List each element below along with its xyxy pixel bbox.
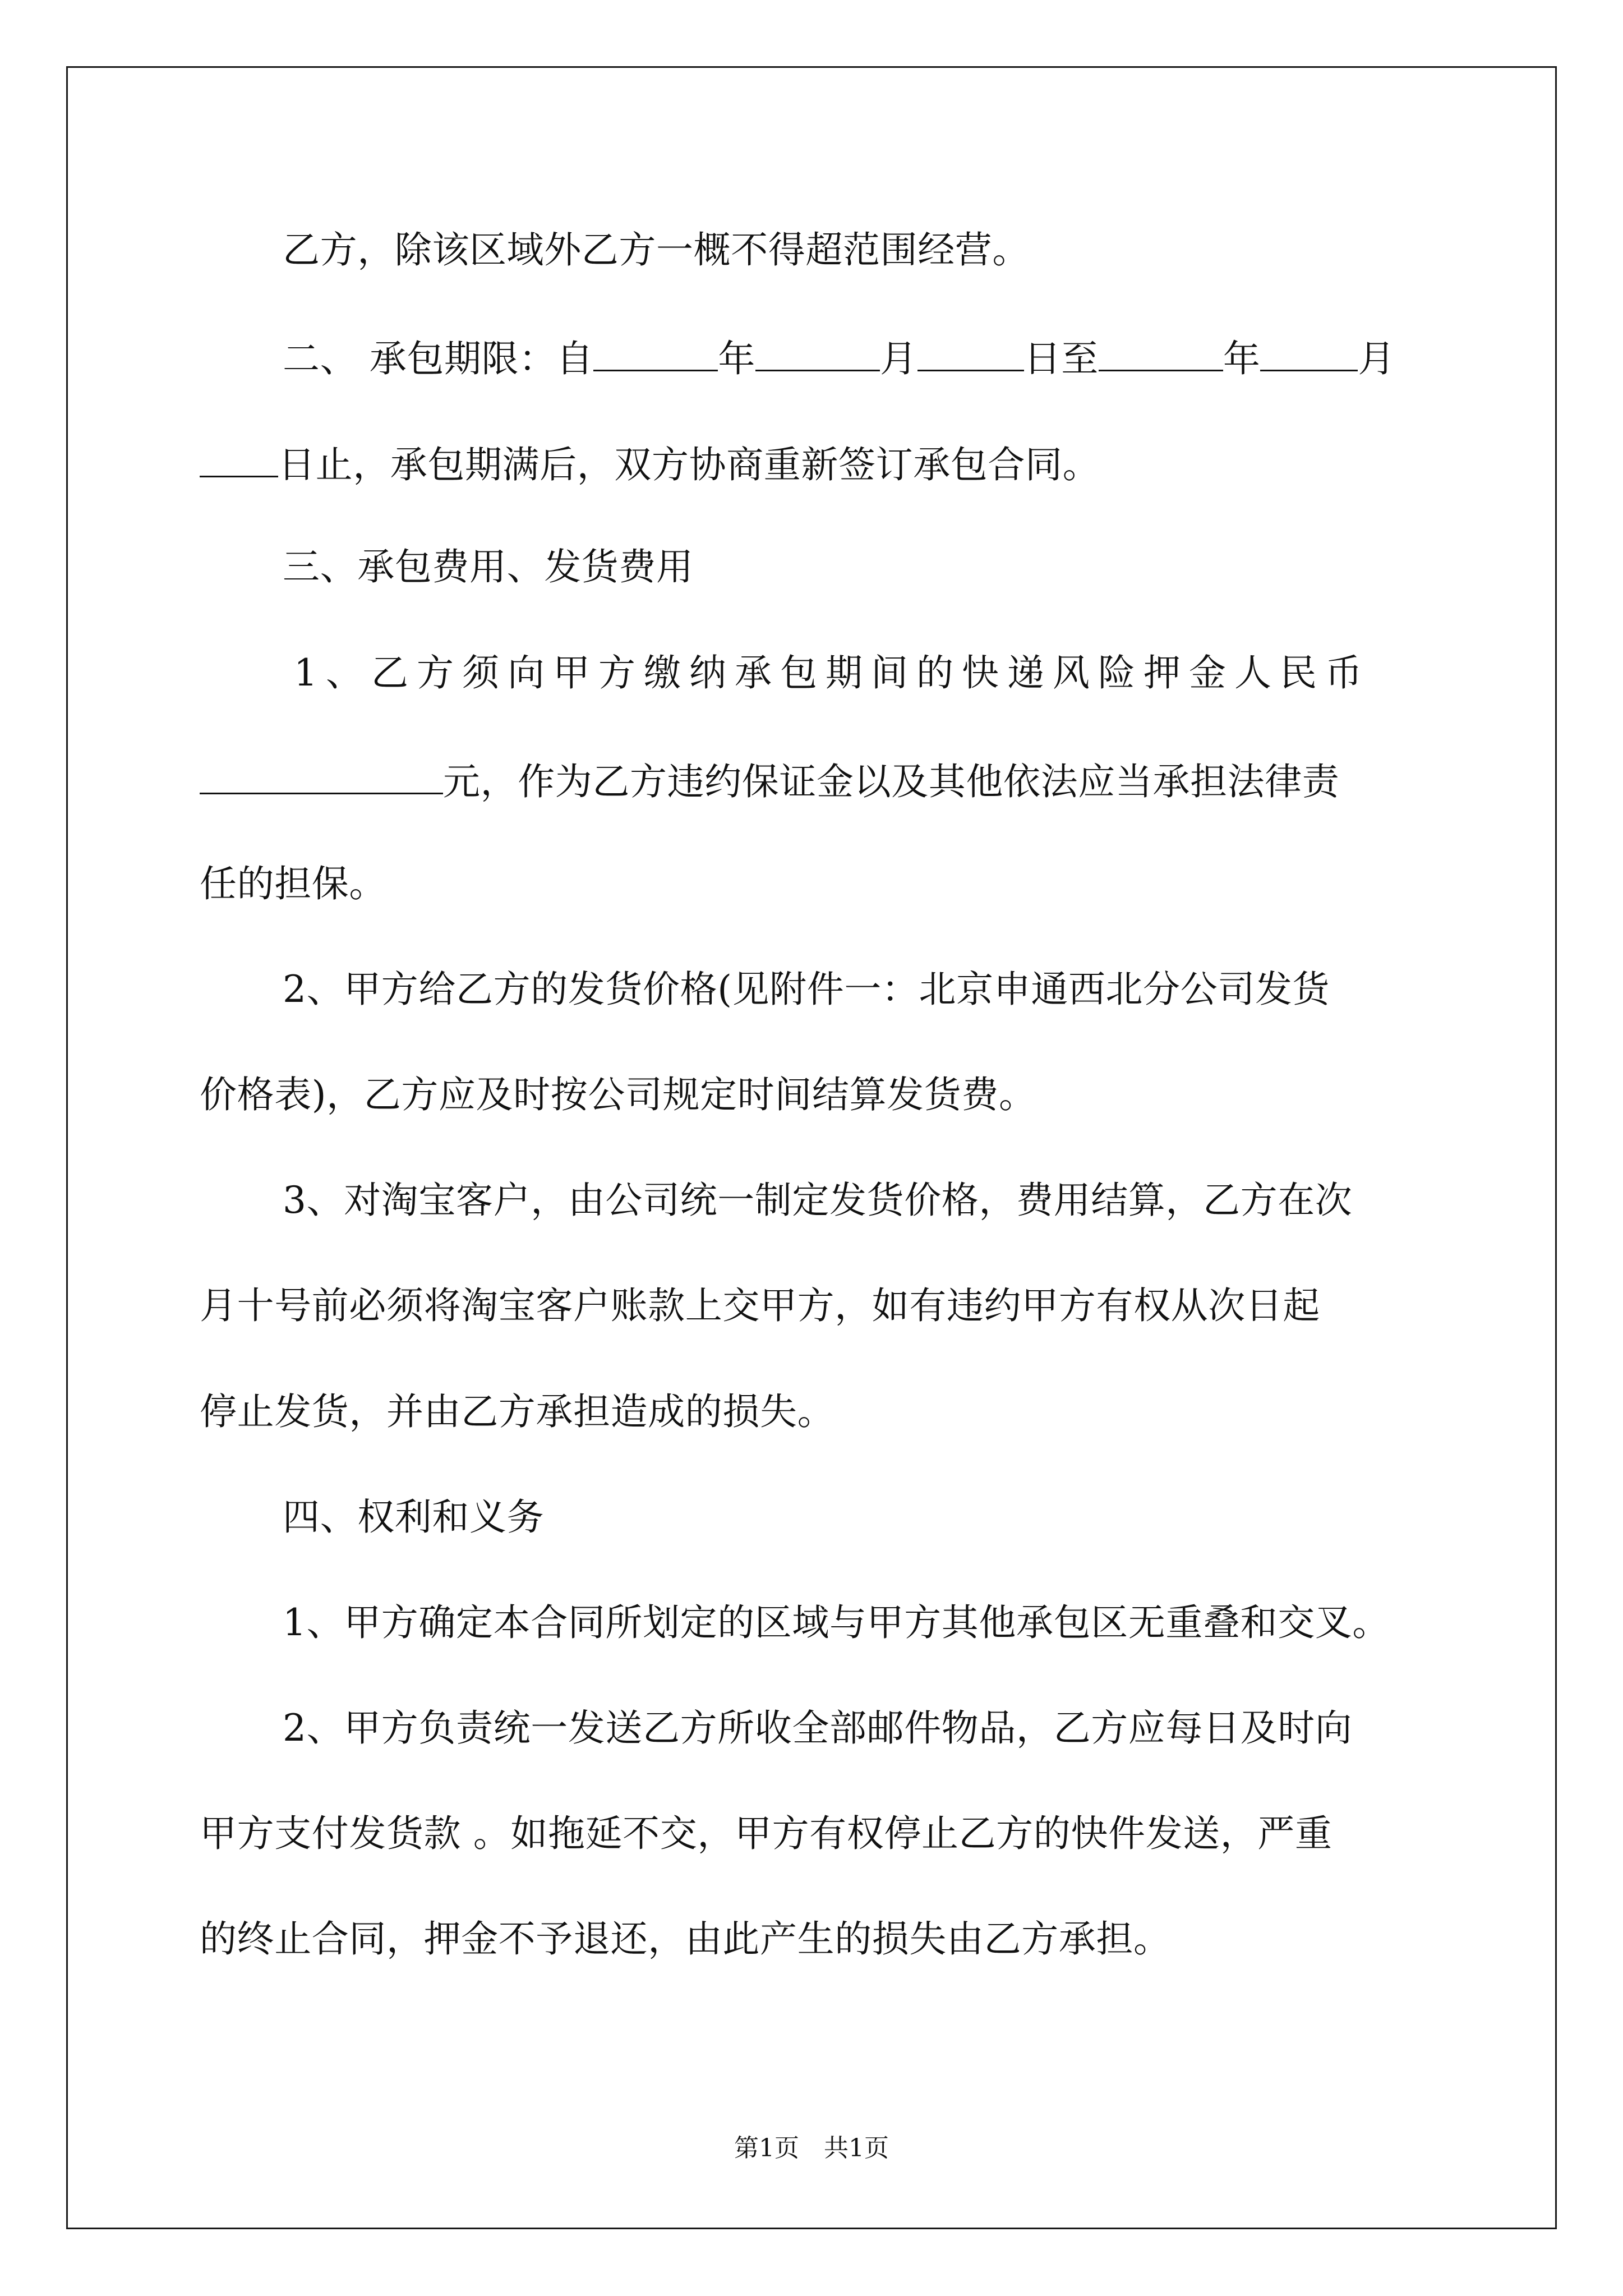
paragraph-scope: 乙方，除该区域外乙方一概不得超范围经营。 bbox=[283, 228, 1030, 272]
term-year-label: 年 bbox=[718, 337, 755, 380]
term-end-year-label: 年 bbox=[1223, 337, 1261, 380]
blank-deposit-amount[interactable] bbox=[200, 760, 443, 794]
deposit-text: 元，作为乙方违约保证金以及其他依法应当承担法律责 bbox=[443, 760, 1340, 803]
page-border bbox=[66, 66, 1557, 2229]
paragraph-taobao-line3: 停止发货，并由乙方承担造成的损失。 bbox=[200, 1390, 835, 1433]
blank-start-year[interactable] bbox=[593, 337, 718, 371]
paragraph-taobao-line1: 3、对淘宝客户，由公司统一制定发货价格，费用结算，乙方在次 bbox=[283, 1179, 1353, 1222]
blank-end-day[interactable] bbox=[200, 443, 278, 477]
term-day-label: 日至 bbox=[1023, 337, 1099, 380]
section-heading-fees: 三、承包费用、发货费用 bbox=[283, 545, 694, 588]
paragraph-deposit-line2 bbox=[200, 760, 1439, 803]
paragraph-term-line2 bbox=[200, 443, 1439, 484]
paragraph-shipping-line3: 的终止合同，押金不予退还，由此产生的损失由乙方承担。 bbox=[200, 1917, 1171, 1961]
section-heading-rights: 四、权利和义务 bbox=[283, 1496, 545, 1539]
paragraph-shipping-line2: 甲方支付发货款 。如拖延不交，甲方有权停止乙方的快件发送，严重 bbox=[200, 1812, 1332, 1855]
blank-end-year[interactable] bbox=[1099, 337, 1223, 371]
blank-end-month[interactable] bbox=[1260, 337, 1358, 371]
blank-start-month[interactable] bbox=[755, 337, 880, 371]
paragraph-deposit-line3: 任的担保。 bbox=[200, 862, 386, 905]
term-end-text: 日止，承包期满后，双方协商重新签订承包合同。 bbox=[278, 443, 1100, 486]
paragraph-term-line1 bbox=[283, 337, 1522, 378]
blank-start-day[interactable] bbox=[917, 337, 1024, 371]
term-end-month-label: 月 bbox=[1358, 337, 1396, 380]
paragraph-shipping-line1: 2、甲方负责统一发送乙方所收全部邮件物品，乙方应每日及时向 bbox=[283, 1706, 1353, 1750]
term-month-label: 月 bbox=[880, 337, 917, 380]
paragraph-deposit-line1: 1、乙方须向甲方缴纳承包期间的快递风险押金人民币 bbox=[294, 651, 1371, 694]
paragraph-taobao-line2: 月十号前必须将淘宝客户账款上交甲方，如有违约甲方有权从次日起 bbox=[200, 1284, 1320, 1327]
paragraph-price-line2: 价格表)，乙方应及时按公司规定时间结算发货费。 bbox=[200, 1073, 1036, 1116]
paragraph-price-line1: 2、甲方给乙方的发货价格(见附件一：北京申通西北分公司发货 bbox=[283, 968, 1330, 1011]
term-start-label: 二、 承包期限：自 bbox=[283, 337, 594, 380]
page-number-footer: 第1页 共1页 bbox=[734, 2134, 889, 2162]
paragraph-region: 1、甲方确定本合同所划定的区域与甲方其他承包区无重叠和交叉。 bbox=[283, 1601, 1390, 1644]
